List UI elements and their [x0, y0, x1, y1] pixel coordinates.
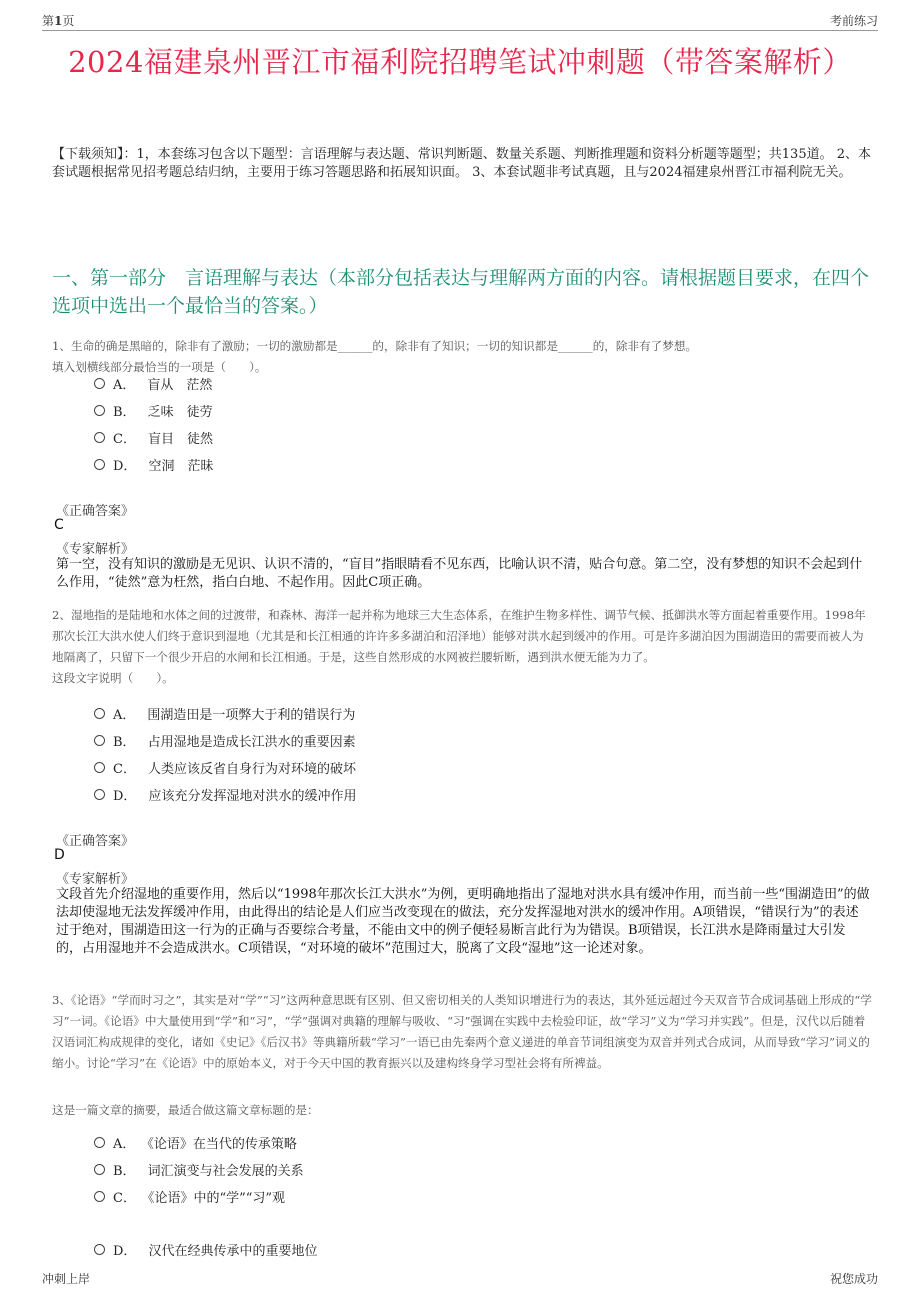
q3-option-d[interactable]: D． 汉代在经典传承中的重要地位 — [94, 1242, 317, 1262]
header-right-label: 考前练习 — [829, 14, 878, 28]
section-heading: 一、第一部分 言语理解与表达（本部分包括表达与理解两方面的内容。请根据题目要求，在四个选项中选出一个最恰当的答案。） — [52, 267, 870, 317]
question-stem-text: 2、湿地指的是陆地和水体之间的过渡带，和森林、海洋一起并称为地球三大生态体系，在维护生物多样性、调节气候、抵御洪水等方面起着重要作用。1998年那次长江大洪水使人们终于意识到湿地（尤其是和长江相通的许许多多湖泊和沼泽地）能够对洪水起到缓冲的作用。可是许多湖泊因为围湖造田的需要而被人为地隔离了，只留下一个很少开启的水闸和长江相通。于是，这些自然形成的水网被拦腰斩断，遇到洪水便无能为力了。 — [52, 608, 866, 664]
q1-option-c[interactable]: C． 盲目 徒然 — [94, 430, 213, 450]
radio-icon[interactable] — [94, 789, 105, 800]
radio-icon[interactable] — [94, 378, 105, 389]
question-prompt: 填入划横线部分最恰当的一项是（ ）。 — [52, 360, 267, 374]
q2-option-d[interactable]: D． 应该充分发挥湿地对洪水的缓冲作用 — [94, 787, 356, 807]
q3-option-c[interactable]: C． 《论语》中的“学”“习”观 — [94, 1189, 285, 1209]
explanation-heading: 《专家解析》 — [56, 542, 135, 557]
question-3-prompt: 这是一篇文章的摘要，最适合做这篇文章标题的是： — [52, 1103, 319, 1117]
footer-left: 冲刺上岸 — [42, 1272, 91, 1286]
q2-option-a[interactable]: A． 围湖造田是一项弊大于利的错误行为 — [94, 706, 355, 726]
q2-answer: D — [54, 847, 65, 863]
q1-answer: C — [54, 517, 64, 533]
document-title: 2024福建泉州晋江市福利院招聘笔试冲刺题（带答案解析） — [68, 45, 852, 79]
question-stem-text: 3、《论语》“学而时习之”，其实是对“学”“习”这两种意思既有区别、但又密切相关的人类知识增进行为的表达，其外延远超过今天双音节合成词基础上形成的“学习”一词。《论语》中大量使用到“学”和“习”，“学”强调对典籍的理解与吸收、“习”强调在实践中去检验印证，故“学习”义为“学习并实践”。但是，汉代以后随着汉语词汇构成规律的变化，诸如《史记》《后汉书》等典籍所载“学习”一语已由先秦两个意义递进的单音节词组演变为双音并列式合成词，从而导致“学习”词义的缩小。讨论“学习”在《论语》中的原始本义，对于今天中国的教育振兴以及建构终身学习型社会将有所裨益。 — [52, 993, 872, 1070]
q1-option-b[interactable]: B． 乏味 徒劳 — [94, 403, 213, 423]
answer-heading: 《正确答案》 — [56, 504, 135, 519]
page-header — [42, 12, 878, 31]
question-3-stem — [52, 990, 872, 1074]
radio-icon[interactable] — [94, 1244, 105, 1255]
radio-icon[interactable] — [94, 405, 105, 416]
q2-option-c[interactable]: C． 人类应该反省自身行为对环境的破坏 — [94, 760, 356, 780]
radio-icon[interactable] — [94, 735, 105, 746]
q2-explanation: 文段首先介绍湿地的重要作用，然后以“1998年那次长江大洪水”为例，更明确地指出了湿地对洪水具有缓冲作用，而当前一些“围湖造田”的做法却使湿地无法发挥缓冲作用，由此得出的结论是人们应当改变现在的做法，充分发挥湿地对洪水的缓冲作用。A项错误，“错误行为”的表述过于绝对，围湖造田这一行为的正确与否要综合考量，不能由文中的例子便轻易断言此行为为错误。B项错误，长江洪水是降雨量过大引发的，占用湿地并不会造成洪水。C项错误，“对环境的破坏”范围过大，脱离了文段“湿地”这一论述对象。 — [56, 887, 870, 956]
q1-option-a[interactable]: A． 盲从 茫然 — [94, 376, 212, 396]
page-number: 第1页 — [42, 14, 75, 28]
answer-heading: 《正确答案》 — [56, 834, 135, 849]
radio-icon[interactable] — [94, 1137, 105, 1148]
q3-option-a[interactable]: A． 《论语》在当代的传承策略 — [94, 1135, 297, 1155]
radio-icon[interactable] — [94, 762, 105, 773]
download-notice: 【下载须知】：1，本套练习包含以下题型：言语理解与表达题、常识判断题、数量关系题、判断推理题和资料分析题等题型；共135道。 2、本套试题根据常见招考题总结归纳，主要用于练习答题思路和拓展知识面。 3、本套试题非考试真题，且与2024福建泉州晋江市福利院无关。 — [52, 147, 871, 180]
q3-option-b[interactable]: B． 词汇演变与社会发展的关系 — [94, 1162, 304, 1182]
question-stem-text: 1、生命的确是黑暗的，除非有了激励；一切的激励都是______的，除非有了知识；一切的知识都是______的，除非有了梦想。 — [52, 339, 698, 353]
q1-explanation: 第一空，没有知识的激励是无见识、认识不清的，“盲目”指眼睛看不见东西，比喻认识不清，贴合句意。第二空，没有梦想的知识不会起到什么作用，“徒然”意为枉然，指白白地、不起作用。因此C项正确。 — [56, 557, 863, 590]
footer-right: 祝您成功 — [829, 1272, 878, 1286]
explanation-heading: 《专家解析》 — [56, 872, 135, 887]
radio-icon[interactable] — [94, 459, 105, 470]
radio-icon[interactable] — [94, 708, 105, 719]
radio-icon[interactable] — [94, 1164, 105, 1175]
radio-icon[interactable] — [94, 1191, 105, 1202]
question-prompt: 这段文字说明（ ）。 — [52, 671, 174, 685]
radio-icon[interactable] — [94, 432, 105, 443]
q2-option-b[interactable]: B． 占用湿地是造成长江洪水的重要因素 — [94, 733, 356, 753]
question-1-stem — [52, 336, 872, 378]
question-2-stem — [52, 605, 872, 689]
q1-option-d[interactable]: D． 空洞 茫昧 — [94, 457, 213, 477]
